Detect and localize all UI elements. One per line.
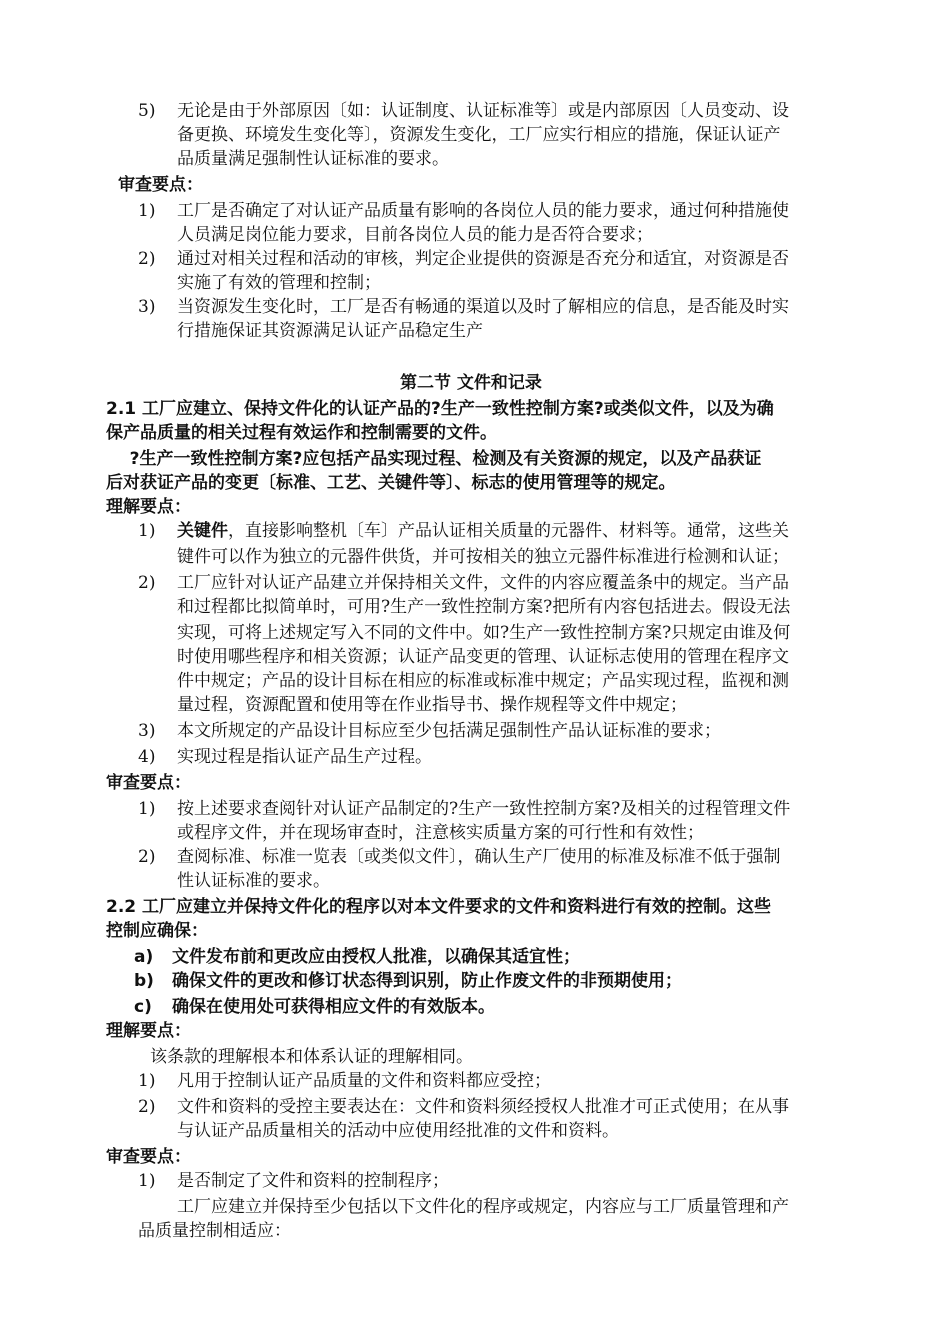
item-text-line: 或程序文件，并在现场审查时，注意核实质量方案的可行性和有效性； (177, 823, 704, 843)
item-text-rest: ，直接影响整机〔车〕产品认证相关质量的元器件、材料等。通常，这些关 (228, 521, 789, 541)
review-heading: 审查要点： (118, 175, 203, 195)
key-term: 关键件 (177, 521, 228, 541)
item-text-line: 是否制定了文件和资料的控制程序； (177, 1171, 449, 1191)
item-text-line: 备更换、环境发生变化等〕，资源发生变化，工厂应实行相应的措施，保证认证产 (177, 125, 781, 145)
intro-text: 该条款的理解根本和体系认证的理解相同。 (150, 1047, 473, 1067)
item-text-line: 查阅标准、标准一览表〔或类似文件〕，确认生产厂使用的标准及标准不低于强制 (177, 847, 781, 867)
paragraph-line: 工厂应建立并保持至少包括以下文件化的程序或规定，内容应与工厂质量管理和产 (177, 1197, 789, 1217)
item-text-line: 实现过程是指认证产品生产过程。 (177, 747, 432, 767)
item-text-line: 通过对相关过程和活动的审核，判定企业提供的资源是否充分和适宜，对资源是否 (177, 249, 789, 269)
item-text-line: 凡用于控制认证产品质量的文件和资料都应受控； (177, 1071, 551, 1091)
understand-heading: 理解要点： (106, 497, 191, 517)
item-text-line: 无论是由于外部原因〔如：认证制度、认证标准等〕或是内部原因〔人员变动、设 (177, 101, 789, 121)
list-letter: a) (134, 947, 154, 967)
item-text-line: 键件可以作为独立的元器件供货，并可按相关的独立元器件标准进行检测和认证； (177, 547, 789, 567)
item-text-line: 当资源发生变化时，工厂是否有畅通的渠道以及时了解相应的信息，是否能及时实 (177, 297, 789, 317)
item-text-line (177, 520, 789, 542)
list-number: 2) (138, 847, 156, 867)
list-number: 1) (138, 201, 156, 221)
list-number: 1) (138, 1171, 156, 1191)
list-number: 5) (138, 101, 156, 121)
clause-line: ?生产一致性控制方案?应包括产品实现过程、检测及有关资源的规定，以及产品获证 (106, 449, 762, 469)
clause-line: 2.2 工厂应建立并保持文件化的程序以对本文件要求的文件和资料进行有效的控制。这些 (106, 897, 772, 917)
item-text-line: 按上述要求查阅针对认证产品制定的?生产一致性控制方案?及相关的过程管理文件 (177, 799, 791, 819)
clause-line: 控制应确保： (106, 921, 208, 941)
item-text-line: 实现，可将上述规定写入不同的文件中。如?生产一致性控制方案?只规定由谁及何 (177, 623, 791, 643)
list-number: 4) (138, 747, 156, 767)
clause-item: 确保文件的更改和修订状态得到识别，防止作废文件的非预期使用； (172, 971, 682, 991)
paragraph-line: 品质量控制相适应： (138, 1221, 291, 1241)
item-text-line: 性认证标准的要求。 (177, 871, 330, 891)
clause-item: 确保在使用处可获得相应文件的有效版本。 (172, 997, 495, 1017)
item-text-line: 文件和资料的受控主要表达在：文件和资料须经授权人批准才可正式使用；在从事 (177, 1097, 789, 1117)
item-text-line: 行措施保证其资源满足认证产品稳定生产 (177, 321, 483, 341)
list-number: 2) (138, 573, 156, 593)
item-text-line: 本文所规定的产品设计目标应至少包括满足强制性产品认证标准的要求； (177, 721, 721, 741)
item-text-line: 工厂应针对认证产品建立并保持相关文件，文件的内容应覆盖条中的规定。当产品 (177, 573, 789, 593)
list-number: 3) (138, 297, 156, 317)
list-number: 2) (138, 1097, 156, 1117)
section-title: 第二节 文件和记录 (400, 373, 542, 393)
list-number: 1) (138, 521, 156, 541)
understand-heading: 理解要点： (106, 1021, 191, 1041)
clause-line: 保产品质量的相关过程有效运作和控制需要的文件。 (106, 423, 497, 443)
clause-line: 后对获证产品的变更〔标准、工艺、关键件等〕、标志的使用管理等的规定。 (106, 473, 676, 493)
list-letter: b) (134, 971, 154, 991)
item-text-line: 品质量满足强制性认证标准的要求。 (177, 149, 449, 169)
review-heading: 审查要点： (106, 773, 191, 793)
item-text-line: 实施了有效的管理和控制； (177, 273, 381, 293)
item-text-line: 与认证产品质量相关的活动中应使用经批准的文件和资料。 (177, 1121, 619, 1141)
list-number: 2) (138, 249, 156, 269)
item-text-line: 时使用哪些程序和相关资源；认证产品变更的管理、认证标志使用的管理在程序文 (177, 647, 789, 667)
item-text-line: 和过程都比拟简单时，可用?生产一致性控制方案?把所有内容包括进去。假设无法 (177, 597, 791, 617)
clause-line: 2.1 工厂应建立、保持文件化的认证产品的?生产一致性控制方案?或类似文件，以及为确 (106, 399, 774, 419)
list-number: 1) (138, 799, 156, 819)
item-text-line: 工厂是否确定了对认证产品质量有影响的各岗位人员的能力要求，通过何种措施使 (177, 201, 789, 221)
item-text-line: 量过程，资源配置和使用等在作业指导书、操作规程等文件中规定； (177, 695, 687, 715)
list-number: 1) (138, 1071, 156, 1091)
clause-item: 文件发布前和更改应由授权人批准，以确保其适宜性； (172, 947, 580, 967)
item-text-line: 件中规定；产品的设计目标在相应的标准或标准中规定；产品实现过程，监视和测 (177, 671, 789, 691)
list-number: 3) (138, 721, 156, 741)
item-text-line: 人员满足岗位能力要求，目前各岗位人员的能力是否符合要求； (177, 225, 653, 245)
review-heading: 审查要点： (106, 1147, 191, 1167)
list-letter: c) (134, 997, 152, 1017)
